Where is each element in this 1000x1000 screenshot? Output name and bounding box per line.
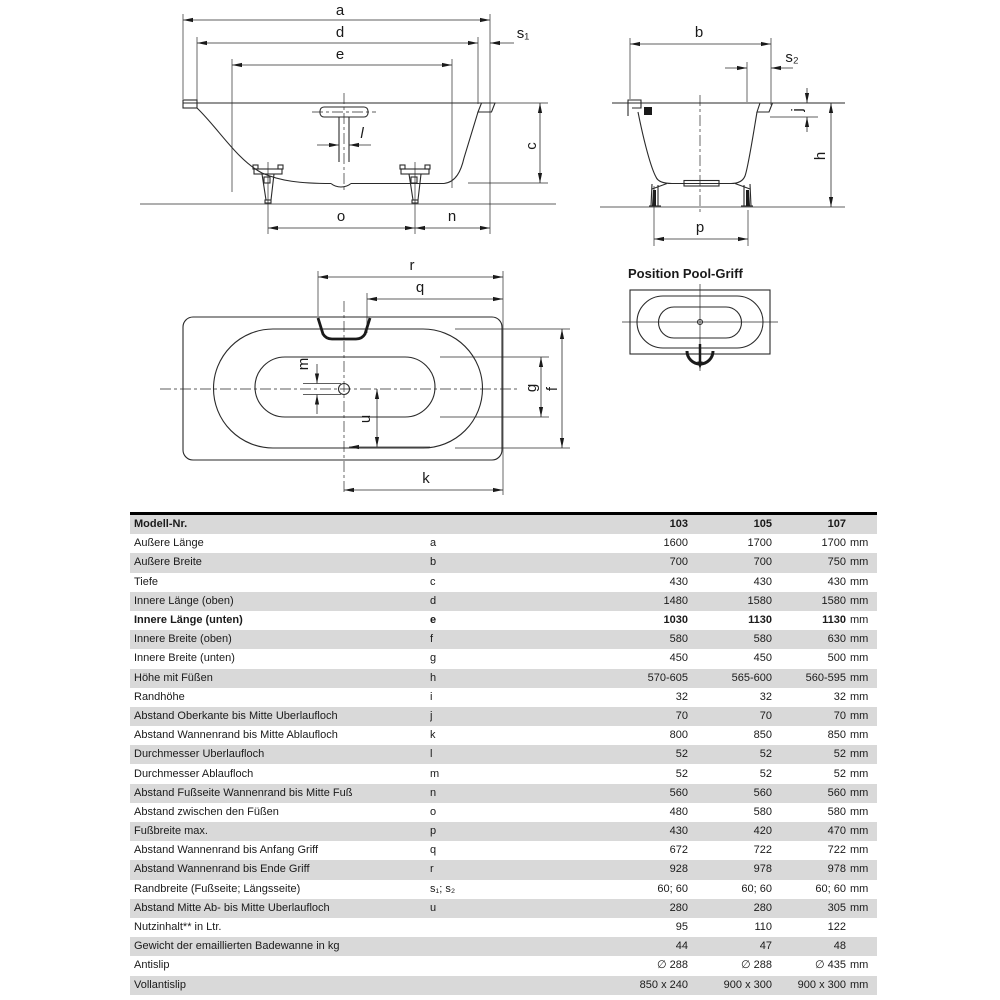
value-107: 722 [827, 845, 846, 857]
value-103: ∅ 288 [657, 960, 688, 972]
value-105: 280 [753, 902, 772, 914]
dim-letter: g [430, 653, 437, 665]
top-view-drawing [160, 257, 570, 495]
value-103: 850 x 240 [639, 979, 688, 991]
dim-label-o: o [336, 208, 346, 225]
value-107: ∅ 435 [815, 960, 846, 972]
value-103: 1600 [663, 538, 688, 550]
value-103: 672 [669, 845, 688, 857]
table-header-label: Modell-Nr. [134, 519, 188, 531]
value-107: 70 [833, 710, 846, 722]
value-105: 110 [754, 922, 772, 934]
dim-label-f: f [544, 386, 561, 392]
dim-letter: e [430, 615, 437, 627]
model-column-header: 103 [669, 519, 688, 531]
row-label: Abstand Mitte Ab- bis Mitte Überlaufloch [134, 902, 330, 914]
unit: mm [850, 806, 869, 818]
value-103: 1480 [663, 595, 688, 607]
value-103: 570-605 [647, 672, 688, 684]
table-row [130, 707, 877, 726]
value-107: 1700 [821, 538, 846, 550]
unit: mm [850, 787, 869, 799]
value-105: 32 [759, 691, 772, 703]
row-label: Durchmesser Ablaufloch [134, 768, 254, 780]
value-105: 430 [753, 576, 772, 588]
table-row [130, 784, 877, 803]
dim-label-g: g [523, 383, 540, 393]
value-105: 700 [753, 557, 772, 569]
value-107: 48 [833, 941, 846, 953]
value-107: 500 [827, 653, 846, 665]
value-103: 95 [675, 922, 688, 934]
value-105: 565-600 [731, 672, 772, 684]
row-label: Höhe mit Füßen [134, 672, 213, 684]
spec-table [130, 512, 877, 995]
table-row [130, 899, 877, 918]
row-label: Abstand zwischen den Füßen [134, 806, 279, 818]
unit: mm [850, 826, 869, 838]
table-row [130, 688, 877, 707]
value-105: 580 [753, 806, 772, 818]
dim-label-s2: s₂ [785, 49, 799, 66]
value-107: 32 [833, 691, 846, 703]
dim-label-d: d [335, 24, 345, 41]
value-103: 450 [669, 653, 688, 665]
row-label: Fußbreite max. [134, 826, 208, 838]
dim-label-k: k [422, 470, 430, 487]
unit: mm [850, 864, 869, 876]
value-107: 630 [827, 634, 846, 646]
value-107: 560-595 [805, 672, 846, 684]
unit: mm [850, 845, 869, 857]
value-105: 560 [753, 787, 772, 799]
table-row [130, 669, 877, 688]
dim-letter: u [430, 902, 437, 914]
row-label: Nutzinhalt** in Ltr. [134, 922, 222, 934]
unit: mm [850, 902, 869, 914]
value-103: 52 [675, 768, 688, 780]
value-105: 978 [753, 864, 772, 876]
row-label: Randbreite (Fußseite; Längsseite) [134, 883, 301, 895]
value-103: 580 [669, 634, 688, 646]
table-row [130, 822, 877, 841]
row-label: Randhöhe [134, 691, 185, 703]
table-row [130, 918, 877, 937]
row-label: Antislip [134, 960, 170, 972]
value-103: 1030 [663, 615, 688, 627]
dim-letter: j [430, 710, 433, 722]
value-103: 52 [675, 749, 688, 761]
dim-letter: h [430, 672, 437, 684]
row-label: Abstand Fußseite Wannenrand bis Mitte Fuß [134, 787, 353, 799]
row-label: Innere Breite (unten) [134, 653, 235, 665]
row-label: Vollantislip [134, 979, 186, 991]
dim-label-h: h [812, 151, 829, 161]
dim-label-q: q [415, 279, 425, 296]
row-label: Durchmesser Überlaufloch [134, 749, 265, 761]
dim-letter: r [430, 864, 434, 876]
unit: mm [850, 768, 869, 780]
value-105: 70 [759, 710, 772, 722]
value-105: 580 [753, 634, 772, 646]
table-row [130, 592, 877, 611]
value-103: 430 [669, 576, 688, 588]
table-row [130, 956, 877, 975]
dim-letter: p [430, 826, 437, 838]
value-105: 420 [753, 826, 772, 838]
value-103: 928 [669, 864, 688, 876]
table-row [130, 630, 877, 649]
unit: mm [850, 615, 869, 627]
value-105: 850 [753, 730, 772, 742]
value-107: 52 [833, 768, 846, 780]
row-label: Abstand Wannenrand bis Ende Griff [134, 864, 310, 876]
value-105: 1700 [747, 538, 772, 550]
table-header-row [130, 515, 877, 534]
row-label: Äußere Breite [134, 557, 202, 569]
value-107: 430 [827, 576, 846, 588]
unit: mm [850, 595, 869, 607]
dim-label-n: n [447, 208, 457, 225]
table-row [130, 726, 877, 745]
row-label: Innere Länge (oben) [134, 595, 234, 607]
dim-letter: m [430, 768, 440, 780]
unit: mm [850, 749, 869, 761]
table-row [130, 649, 877, 668]
row-label: Äußere Länge [134, 538, 204, 550]
value-107: 305 [827, 902, 846, 914]
table-row [130, 803, 877, 822]
value-103: 800 [669, 730, 688, 742]
unit: mm [850, 634, 869, 646]
value-103: 44 [675, 941, 688, 953]
end-view-drawing [600, 24, 845, 246]
value-105: 450 [753, 653, 772, 665]
table-row [130, 976, 877, 995]
row-label: Tiefe [134, 576, 159, 588]
dim-letter: b [430, 557, 437, 569]
value-105: ∅ 288 [741, 960, 772, 972]
unit: mm [850, 691, 869, 703]
dim-label-u: u [357, 414, 374, 424]
value-107: 560 [827, 787, 846, 799]
unit: mm [850, 653, 869, 665]
value-103: 480 [669, 806, 688, 818]
table-row [130, 611, 877, 630]
row-label: Gewicht der emaillierten Badewanne in kg [134, 941, 340, 953]
table-row [130, 860, 877, 879]
value-107: 900 x 300 [797, 979, 846, 991]
dim-letter: l [430, 749, 433, 761]
dim-label-p: p [695, 219, 705, 236]
dim-letter: f [430, 634, 434, 646]
value-107: 1580 [821, 595, 846, 607]
unit: mm [850, 672, 869, 684]
value-107: 1130 [822, 615, 846, 627]
row-label: Abstand Oberkante bis Mitte Überlaufloch [134, 710, 338, 722]
table-row [130, 764, 877, 783]
value-105: 1130 [748, 615, 772, 627]
value-107: 750 [827, 557, 846, 569]
table-row [130, 573, 877, 592]
dim-letter: d [430, 595, 437, 607]
table-row [130, 841, 877, 860]
pool-grip-title: Position Pool-Griff [628, 266, 743, 281]
row-label: Innere Breite (oben) [134, 634, 232, 646]
value-107: 580 [827, 806, 846, 818]
value-103: 70 [675, 710, 688, 722]
dim-letter: c [430, 576, 436, 588]
unit: mm [850, 576, 869, 588]
row-label: Abstand Wannenrand bis Anfang Griff [134, 845, 319, 857]
table-row [130, 880, 877, 899]
value-103: 430 [669, 826, 688, 838]
unit: mm [850, 883, 869, 895]
value-105: 52 [759, 749, 772, 761]
dim-letter: k [430, 730, 436, 742]
table-row [130, 745, 877, 764]
value-105: 47 [759, 941, 772, 953]
value-103: 700 [669, 557, 688, 569]
dim-label-m: m [295, 357, 312, 371]
value-107: 850 [827, 730, 846, 742]
table-row [130, 534, 877, 553]
value-107: 470 [827, 826, 846, 838]
dim-label-a: a [335, 2, 345, 19]
dim-label-r: r [409, 257, 415, 274]
value-103: 32 [675, 691, 688, 703]
value-107: 122 [827, 922, 846, 934]
value-105: 1580 [747, 595, 772, 607]
value-107: 60; 60 [815, 883, 846, 895]
unit: mm [850, 557, 869, 569]
value-103: 560 [669, 787, 688, 799]
unit: mm [850, 710, 869, 722]
dim-letter: o [430, 806, 437, 818]
value-105: 52 [759, 768, 772, 780]
unit: mm [850, 730, 869, 742]
value-105: 722 [753, 845, 772, 857]
value-103: 280 [669, 902, 688, 914]
dim-label-b: b [694, 24, 704, 41]
dim-label-c: c [523, 142, 540, 150]
dim-letter: s₁; s₂ [430, 883, 456, 895]
value-105: 60; 60 [741, 883, 772, 895]
unit: mm [850, 979, 869, 991]
unit: mm [850, 538, 869, 550]
value-107: 978 [827, 864, 846, 876]
model-column-header: 105 [753, 519, 772, 531]
table-row [130, 937, 877, 956]
value-103: 60; 60 [657, 883, 688, 895]
dim-letter: i [430, 691, 433, 703]
dim-label-s1: s₁ [516, 25, 530, 42]
dim-label-l: l [360, 125, 364, 142]
dim-letter: q [430, 845, 437, 857]
row-label: Innere Länge (unten) [134, 615, 243, 627]
unit: mm [850, 960, 869, 972]
dim-letter: n [430, 787, 437, 799]
dim-letter: a [430, 538, 437, 550]
row-label: Abstand Wannenrand bis Mitte Ablaufloch [134, 730, 338, 742]
table-row [130, 553, 877, 572]
value-107: 52 [833, 749, 846, 761]
value-105: 900 x 300 [723, 979, 772, 991]
dim-label-j: j [789, 108, 806, 112]
model-column-header: 107 [827, 519, 846, 531]
dim-label-e: e [335, 46, 345, 63]
side-view-drawing [140, 2, 556, 234]
pool-grip-position-drawing [622, 266, 778, 371]
